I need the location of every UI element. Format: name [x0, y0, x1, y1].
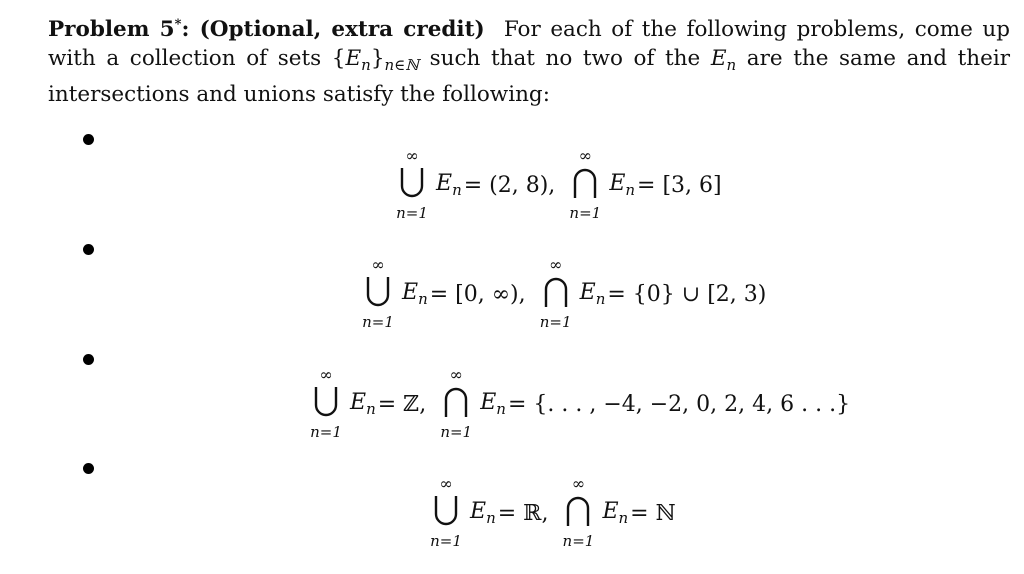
equation-1 [394, 148, 722, 222]
big-intersection-operator: ∞ n=1 [539, 255, 572, 331]
union-value: = ℤ, [377, 391, 427, 417]
big-intersection-operator: ∞ n=1 [562, 474, 595, 550]
equation-3 [308, 367, 850, 441]
intersection-value: = ℕ [630, 500, 676, 526]
union-value: = [0, ∞), [429, 281, 526, 307]
equation-2 [360, 257, 766, 331]
intro-text-1: For each of the following problems, come up with a collection of sets { [48, 17, 1010, 72]
set-term: $E_n$ [436, 171, 462, 199]
big-union-operator: ∞ n=1 [396, 146, 428, 222]
union-value: = (2, 8), [463, 172, 556, 198]
set-term: $E_n$ [609, 171, 636, 199]
set-term: $E_n$ [602, 499, 629, 527]
bullet-point-3 [83, 354, 94, 365]
intersection-value: = {0} ∪ [2, 3) [607, 281, 767, 307]
equation-4 [428, 476, 676, 550]
set-term: $E_n$ [350, 390, 376, 418]
big-union-operator: ∞ n=1 [430, 474, 462, 550]
intersection-value: = {. . . , −4, −2, 0, 2, 4, 6 . . .} [507, 391, 851, 417]
problem-heading: Problem 5*: (Optional, extra credit) [48, 17, 485, 43]
union-value: = ℝ, [497, 500, 549, 526]
problem-statement: Problem 5*: (Optional, extra credit) For each of the following problems, come up with a collection of sets $\{E_n\}_{n\in ℕ}$ such that no two of the $E_n$ are the same and their intersections and unions satisfy the following: [48, 17, 1010, 108]
big-union-operator: ∞ n=1 [310, 365, 342, 441]
bullet-point-4 [83, 463, 94, 474]
bullet-point-2 [83, 244, 94, 255]
big-intersection-operator: ∞ n=1 [569, 146, 602, 222]
bullet-point-1 [83, 134, 94, 145]
set-term: $E_n$ [579, 280, 606, 308]
big-union-operator: ∞ n=1 [362, 255, 394, 331]
set-term: $E_n$ [402, 280, 428, 308]
big-intersection-operator: ∞ n=1 [440, 365, 473, 441]
set-term: $E_n$ [470, 499, 496, 527]
set-term: $E_n$ [480, 390, 506, 418]
intersection-value: = [3, 6] [637, 172, 722, 198]
